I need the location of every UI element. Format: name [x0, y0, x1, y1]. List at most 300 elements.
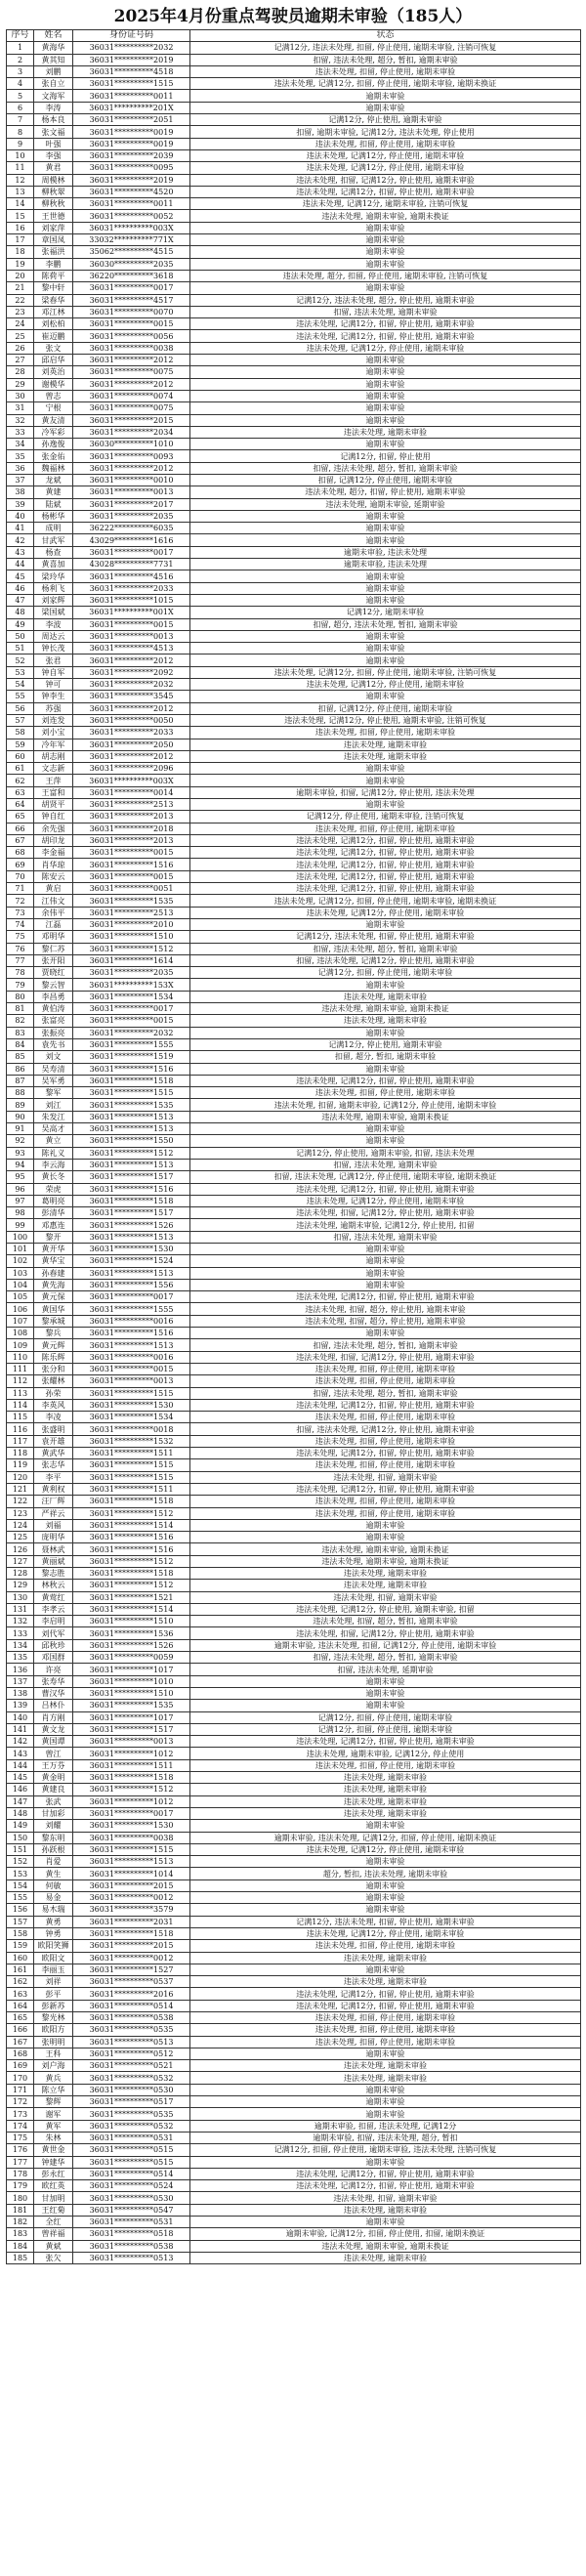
row-name: 黎中轩: [34, 282, 73, 294]
row-status: 逾期未审验: [190, 1892, 581, 1904]
row-index: 53: [7, 666, 34, 678]
row-id-number: 36031**********0531: [73, 2217, 190, 2228]
row-index: 146: [7, 1784, 34, 1795]
row-name: 张寿华: [34, 1675, 73, 1687]
row-id-number: 36031**********1555: [73, 1038, 190, 1050]
row-name: 黄武华: [34, 1448, 73, 1459]
table-row: [7, 666, 581, 678]
row-status: 逾期未审验: [190, 1123, 581, 1135]
row-id-number: 43029**********1616: [73, 534, 190, 546]
table-row: [7, 1927, 581, 1939]
row-id-number: 36031**********153X: [73, 979, 190, 991]
table-row: [7, 1123, 581, 1135]
table-row: [7, 174, 581, 186]
row-index: 57: [7, 714, 34, 726]
row-index: 177: [7, 2156, 34, 2168]
row-status: 违法未处理, 扣留, 停止使用, 逾期未审验: [190, 2024, 581, 2036]
row-name: 刘代军: [34, 1627, 73, 1639]
table-row: [7, 126, 581, 138]
row-index: 180: [7, 2192, 34, 2204]
row-status: 违法未处理, 记满12分, 扣留, 停止使用, 逾期未审验: [190, 186, 581, 197]
row-status: 逾期未审验: [190, 439, 581, 450]
row-status: 违法未处理, 记满12分, 扣留, 停止使用, 逾期未审验: [190, 883, 581, 895]
row-name: 龙斌: [34, 474, 73, 486]
row-index: 157: [7, 1916, 34, 1927]
row-status: 逾期未审验: [190, 282, 581, 294]
row-status: 违法未处理, 记满12分, 扣留, 停止使用, 逾期未审验: [190, 2180, 581, 2192]
row-name: 黄军: [34, 2120, 73, 2132]
row-status: 逾期未审验: [190, 378, 581, 390]
table-row: [7, 2011, 581, 2023]
row-name: 甘武军: [34, 534, 73, 546]
row-status: 违法未处理, 逾期未审验: [190, 1015, 581, 1027]
table-row: [7, 1003, 581, 1015]
row-id-number: 36031**********1527: [73, 1964, 190, 1975]
row-name: 李丽玉: [34, 1964, 73, 1975]
row-index: 97: [7, 1195, 34, 1206]
row-index: 117: [7, 1435, 34, 1447]
row-status: 记满12分, 扣留, 停止使用, 逾期未审验: [190, 1711, 581, 1723]
row-index: 96: [7, 1183, 34, 1195]
row-status: 违法未处理, 记满12分, 扣留, 停止使用, 逾期未审验: [190, 870, 581, 882]
row-index: 61: [7, 763, 34, 775]
row-name: 李金福: [34, 847, 73, 859]
row-id-number: 36031**********0017: [73, 1003, 190, 1015]
row-status: 违法未处理, 扣留, 停止使用, 逾期未审验: [190, 1759, 581, 1771]
row-status: 违法未处理, 扣留, 停止使用, 逾期未审验: [190, 138, 581, 149]
table-row: [7, 907, 581, 918]
table-row: [7, 1267, 581, 1279]
table-row: [7, 210, 581, 222]
row-id-number: 36031**********4517: [73, 294, 190, 306]
table-row: [7, 2228, 581, 2240]
row-name: 江伟文: [34, 895, 73, 907]
row-status: 逾期未审验: [190, 234, 581, 246]
row-status: 逾期未审验, 记满12分, 扣留, 停止使用, 扣留, 逾期未换证: [190, 2228, 581, 2240]
row-status: 扣留, 违法未处理, 超分, 暂扣, 逾期未审验: [190, 54, 581, 65]
table-row: [7, 1807, 581, 1819]
table-row: [7, 186, 581, 197]
row-status: 逾期未审验: [190, 355, 581, 366]
row-index: 171: [7, 2084, 34, 2095]
row-id-number: 36031**********1511: [73, 1483, 190, 1495]
table-row: [7, 739, 581, 750]
row-status: 逾期未审验: [190, 918, 581, 930]
row-id-number: 36031**********2013: [73, 811, 190, 823]
row-id-number: 36031**********1521: [73, 1591, 190, 1603]
row-index: 133: [7, 1627, 34, 1639]
row-name: 黎志胜: [34, 1568, 73, 1580]
table-row: [7, 1459, 581, 1471]
row-status: 违法未处理, 逾期未审验, 延期审验: [190, 498, 581, 510]
row-name: 冷年军: [34, 739, 73, 750]
row-status: 违法未处理, 记满12分, 停止使用, 逾期未审验: [190, 1843, 581, 1855]
row-index: 9: [7, 138, 34, 149]
row-id-number: 36031**********1017: [73, 1664, 190, 1675]
row-id-number: 36031**********0012: [73, 1952, 190, 1964]
row-name: 黄文龙: [34, 1723, 73, 1735]
row-index: 5: [7, 90, 34, 102]
row-name: 张金佑: [34, 450, 73, 462]
row-status: 逾期未审验: [190, 102, 581, 113]
table-row: [7, 378, 581, 390]
row-index: 125: [7, 1532, 34, 1543]
row-id-number: 36031**********1516: [73, 1183, 190, 1195]
row-index: 90: [7, 1111, 34, 1122]
row-status: 记满12分, 扣留, 停止使用: [190, 450, 581, 462]
row-id-number: 36031**********0012: [73, 1892, 190, 1904]
row-index: 179: [7, 2180, 34, 2192]
table-row: [7, 1183, 581, 1195]
row-id-number: 36031**********0056: [73, 330, 190, 342]
row-status: 逾期未审验: [190, 1904, 581, 1916]
row-status: 记满12分, 停止使用, 逾期未审验: [190, 114, 581, 126]
row-id-number: 36031**********3545: [73, 691, 190, 702]
row-name: 王萍: [34, 775, 73, 786]
row-name: 刘耀: [34, 1820, 73, 1832]
row-name: 钟自红: [34, 811, 73, 823]
row-name: 刘连发: [34, 714, 73, 726]
row-id-number: 36031**********0095: [73, 162, 190, 174]
row-index: 104: [7, 1279, 34, 1290]
row-id-number: 36030**********2035: [73, 258, 190, 270]
row-name: 叶强: [34, 138, 73, 149]
row-index: 147: [7, 1795, 34, 1807]
table-row: [7, 2168, 581, 2179]
row-id-number: 36030**********1010: [73, 439, 190, 450]
row-index: 106: [7, 1303, 34, 1315]
table-row: [7, 1736, 581, 1748]
row-name: 杨本良: [34, 114, 73, 126]
table-row: [7, 1748, 581, 1759]
row-index: 62: [7, 775, 34, 786]
row-name: 钟李生: [34, 691, 73, 702]
table-row: [7, 799, 581, 811]
row-index: 130: [7, 1591, 34, 1603]
row-name: 邓明华: [34, 931, 73, 943]
row-name: 陈礼义: [34, 1147, 73, 1159]
table-row: [7, 1916, 581, 1927]
row-index: 28: [7, 366, 34, 378]
row-name: 李孝云: [34, 1603, 73, 1615]
table-row: [7, 1507, 581, 1519]
row-status: 逾期未审验: [190, 979, 581, 991]
table-row: [7, 1099, 581, 1111]
row-status: 逾期未审验, 扣留, 记满12分, 停止使用, 违法未处理: [190, 786, 581, 798]
table-row: [7, 330, 581, 342]
row-index: 101: [7, 1243, 34, 1254]
row-name: 钟勇: [34, 1927, 73, 1939]
row-id-number: 36222**********6035: [73, 523, 190, 534]
row-id-number: 36031**********2018: [73, 823, 190, 834]
row-id-number: 36031**********1550: [73, 1135, 190, 1147]
row-index: 79: [7, 979, 34, 991]
row-name: 黄建良: [34, 1784, 73, 1795]
table-row: [7, 1568, 581, 1580]
row-name: 钟长茂: [34, 643, 73, 655]
table-row: [7, 1243, 581, 1254]
row-name: 吴寿清: [34, 1063, 73, 1075]
row-index: 91: [7, 1123, 34, 1135]
row-id-number: 36031**********0019: [73, 126, 190, 138]
row-status: 违法未处理, 逾期未审验: [190, 2252, 581, 2263]
row-name: 贾晓红: [34, 967, 73, 979]
row-id-number: 36031**********0010: [73, 474, 190, 486]
row-status: 违法未处理, 扣留, 停止使用, 逾期未审验: [190, 1940, 581, 1952]
row-name: 黄先海: [34, 1279, 73, 1290]
row-status: 违法未处理, 逾期未审验: [190, 1580, 581, 1591]
row-index: 36: [7, 462, 34, 474]
row-id-number: 36031**********1515: [73, 1471, 190, 1483]
document-title: 2025年4月份重点驾驶员逾期未审验（185人）: [113, 7, 473, 26]
row-index: 44: [7, 559, 34, 570]
table-row: [7, 1879, 581, 1891]
row-name: 魏福林: [34, 462, 73, 474]
row-id-number: 36220**********3618: [73, 270, 190, 281]
row-id-number: 36031**********1530: [73, 1820, 190, 1832]
row-status: 逾期未审验: [190, 534, 581, 546]
row-name: 黄友清: [34, 414, 73, 426]
row-status: 扣留, 违法未处理, 逾期未审验: [190, 1159, 581, 1170]
table-row: [7, 2048, 581, 2059]
row-id-number: 36031**********1556: [73, 1279, 190, 1290]
row-id-number: 36031**********3579: [73, 1904, 190, 1916]
row-name: 袁先书: [34, 1038, 73, 1050]
row-name: 胡贤平: [34, 799, 73, 811]
row-status: 扣留, 记满12分, 停止使用, 逾期未审验: [190, 702, 581, 714]
table-row: [7, 2144, 581, 2156]
row-status: 违法未处理, 扣留, 停止使用, 逾期未审验: [190, 823, 581, 834]
row-status: 违法未处理, 扣留, 停止使用, 逾期未审验: [190, 65, 581, 77]
table-row: [7, 1159, 581, 1170]
row-status: 逾期未审验: [190, 246, 581, 258]
row-status: 违法未处理, 扣留, 记满12分, 停止使用, 逾期未审验: [190, 1351, 581, 1363]
row-name: 刘祥: [34, 1976, 73, 1988]
row-id-number: 36031**********0059: [73, 1652, 190, 1664]
row-name: 张开阳: [34, 954, 73, 966]
row-index: 60: [7, 750, 34, 762]
table-row: [7, 823, 581, 834]
row-status: 逾期未审验: [190, 1675, 581, 1687]
row-status: 违法未处理, 逾期未审验: [190, 2060, 581, 2072]
row-name: 何敏: [34, 1879, 73, 1891]
table-row: [7, 1135, 581, 1147]
row-status: 逾期未审验: [190, 2096, 581, 2108]
row-name: 欧阳笑狮: [34, 1940, 73, 1952]
row-status: 违法未处理, 扣留, 超分, 暂扣, 逾期未审验: [190, 1616, 581, 1627]
table-row: [7, 931, 581, 943]
row-index: 72: [7, 895, 34, 907]
row-index: 43: [7, 546, 34, 558]
row-id-number: 36031**********0038: [73, 1832, 190, 1843]
row-id-number: 36031**********2017: [73, 498, 190, 510]
row-id-number: 36031**********1530: [73, 1243, 190, 1254]
row-id-number: 36031**********0537: [73, 1976, 190, 1988]
row-id-number: 36031**********2032: [73, 679, 190, 691]
row-index: 165: [7, 2011, 34, 2023]
row-status: 逾期未审验: [190, 402, 581, 414]
row-index: 74: [7, 918, 34, 930]
table-row: [7, 1664, 581, 1675]
row-id-number: 36031**********2016: [73, 1988, 190, 2000]
row-name: 许亮: [34, 1664, 73, 1675]
table-row: [7, 1015, 581, 1027]
row-id-number: 43028**********7731: [73, 559, 190, 570]
row-index: 99: [7, 1219, 34, 1231]
row-name: 吴高才: [34, 1123, 73, 1135]
row-name: 黄长冬: [34, 1171, 73, 1183]
row-status: 逾期未审验: [190, 691, 581, 702]
table-row: [7, 1471, 581, 1483]
row-id-number: 36031**********0538: [73, 2011, 190, 2023]
row-id-number: 36031**********1512: [73, 943, 190, 954]
row-name: 庞明华: [34, 1532, 73, 1543]
row-index: 7: [7, 114, 34, 126]
table-row: [7, 1675, 581, 1687]
table-row: [7, 559, 581, 570]
row-status: 违法未处理, 记满12分, 扣留, 停止使用, 逾期未审验: [190, 330, 581, 342]
row-index: 82: [7, 1015, 34, 1027]
row-status: 逾期未审验: [190, 2084, 581, 2095]
row-id-number: 36031**********1518: [73, 1772, 190, 1784]
table-row: [7, 1820, 581, 1832]
row-status: 逾期未审验: [190, 510, 581, 522]
table-row: [7, 1219, 581, 1231]
row-id-number: 36031**********0535: [73, 2024, 190, 2036]
row-id-number: 36031**********2019: [73, 54, 190, 65]
row-name: 肖华琼: [34, 859, 73, 870]
row-id-number: 36031**********0051: [73, 883, 190, 895]
table-body: [7, 42, 581, 2264]
row-index: 120: [7, 1471, 34, 1483]
table-row: [7, 2252, 581, 2263]
row-status: 违法未处理, 记满12分, 扣留, 停止使用, 逾期未审验: [190, 2168, 581, 2179]
row-name: 刘鹏: [34, 65, 73, 77]
row-index: 24: [7, 318, 34, 330]
row-status: 逾期未审验: [190, 630, 581, 642]
row-index: 149: [7, 1820, 34, 1832]
row-name: 黄元辉: [34, 1339, 73, 1351]
row-status: 违法未处理, 扣留, 逾期未审验, 记满12分, 停止使用, 逾期未审验: [190, 1099, 581, 1111]
row-name: 李凌: [34, 1412, 73, 1423]
table-row: [7, 1111, 581, 1122]
row-id-number: 36031**********2019: [73, 174, 190, 186]
row-id-number: 36031**********0013: [73, 1736, 190, 1748]
table-row: [7, 54, 581, 65]
row-index: 166: [7, 2024, 34, 2036]
row-status: 违法未处理, 逾期未审验, 逾期未换证: [190, 1111, 581, 1122]
row-index: 46: [7, 582, 34, 594]
row-status: 违法未处理, 扣留, 停止使用, 逾期未审验: [190, 1363, 581, 1374]
row-name: 刘松柏: [34, 318, 73, 330]
row-name: 李强: [34, 149, 73, 161]
table-row: [7, 390, 581, 401]
row-index: 8: [7, 126, 34, 138]
row-name: 黄金明: [34, 1772, 73, 1784]
row-id-number: 36031**********0093: [73, 450, 190, 462]
row-status: 记满12分, 违法未处理, 扣留, 停止使用, 逾期未审验, 注销可恢复: [190, 42, 581, 54]
row-id-number: 36031**********1516: [73, 1063, 190, 1075]
row-status: 违法未处理, 扣留, 停止使用, 逾期未审验: [190, 1375, 581, 1387]
row-index: 40: [7, 510, 34, 522]
table-row: [7, 1303, 581, 1315]
row-status: 逾期未审验, 违法未处理: [190, 546, 581, 558]
row-name: 黎仁苏: [34, 943, 73, 954]
table-row: [7, 1532, 581, 1543]
row-index: 30: [7, 390, 34, 401]
row-index: 84: [7, 1038, 34, 1050]
table-row: [7, 1940, 581, 1952]
row-status: 违法未处理, 扣留, 停止使用, 逾期未审验: [190, 1087, 581, 1099]
row-name: 孙逸俊: [34, 439, 73, 450]
row-index: 56: [7, 702, 34, 714]
row-status: 逾期未审验: [190, 222, 581, 233]
row-id-number: 36031**********0019: [73, 138, 190, 149]
table-row: [7, 355, 581, 366]
row-name: 张自立: [34, 78, 73, 90]
row-index: 73: [7, 907, 34, 918]
row-index: 140: [7, 1711, 34, 1723]
header-id-number: 身份证号码: [73, 30, 190, 42]
table-row: [7, 679, 581, 691]
table-row: [7, 1291, 581, 1303]
row-status: 逾期未审验: [190, 1279, 581, 1290]
table-row: [7, 775, 581, 786]
row-name: 彭新苏: [34, 2000, 73, 2011]
table-row: [7, 1603, 581, 1615]
row-name: 黎东明: [34, 1832, 73, 1843]
row-id-number: 36031**********1512: [73, 1555, 190, 1567]
row-index: 107: [7, 1315, 34, 1327]
table-row: [7, 1027, 581, 1038]
row-id-number: 36031**********1517: [73, 1723, 190, 1735]
row-name: 王万芬: [34, 1759, 73, 1771]
row-status: 逾期未审验: [190, 2217, 581, 2228]
row-status: 记满12分, 扣留, 停止使用, 逾期未审验: [190, 967, 581, 979]
table-row: [7, 834, 581, 846]
row-id-number: 36031**********0531: [73, 2132, 190, 2143]
row-id-number: 36031**********2012: [73, 462, 190, 474]
row-name: 黄华宝: [34, 1255, 73, 1267]
row-status: 逾期未审验: [190, 523, 581, 534]
table-row: [7, 763, 581, 775]
row-index: 34: [7, 439, 34, 450]
row-name: 张文福: [34, 126, 73, 138]
row-id-number: 36031**********4516: [73, 570, 190, 582]
row-index: 93: [7, 1147, 34, 1159]
row-status: 违法未处理, 扣留, 逾期未审验: [190, 2192, 581, 2204]
row-name: 彭清华: [34, 1207, 73, 1219]
row-id-number: 36031**********2051: [73, 114, 190, 126]
row-index: 160: [7, 1952, 34, 1964]
table-row: [7, 1843, 581, 1855]
table-row: [7, 691, 581, 702]
row-index: 4: [7, 78, 34, 90]
row-status: 逾期未审验, 扣留, 违法未处理, 记满12分: [190, 2120, 581, 2132]
row-name: 张分和: [34, 1363, 73, 1374]
row-id-number: 36031**********1512: [73, 1507, 190, 1519]
row-index: 75: [7, 931, 34, 943]
table-row: [7, 222, 581, 233]
row-index: 154: [7, 1879, 34, 1891]
row-index: 184: [7, 2240, 34, 2252]
row-name: 陈安云: [34, 870, 73, 882]
row-id-number: 36031**********1517: [73, 1207, 190, 1219]
table-row: [7, 1399, 581, 1411]
table-row: [7, 2204, 581, 2216]
table-row: [7, 78, 581, 90]
table-row: [7, 1363, 581, 1374]
